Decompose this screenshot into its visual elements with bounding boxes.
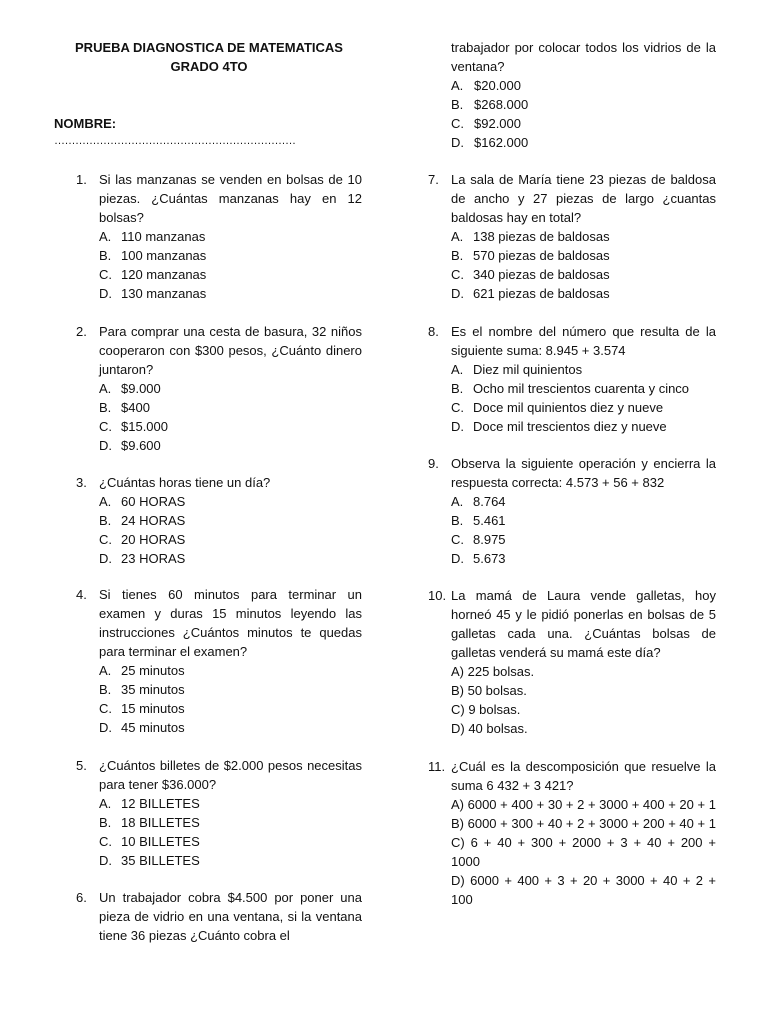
option-d[interactable]: 130 manzanas <box>121 286 207 301</box>
option-b[interactable]: 5.461 <box>473 513 506 528</box>
option-d[interactable]: 5.673 <box>473 551 506 566</box>
option-c[interactable]: $92.000 <box>474 116 521 131</box>
question-6 <box>54 888 362 945</box>
option-letter: C. <box>451 532 464 547</box>
option-letter: B. <box>99 400 112 415</box>
option-letter: D. <box>451 419 464 434</box>
option-letter: D. <box>99 720 112 735</box>
option-b[interactable]: B) 50 bolsas. <box>451 683 527 698</box>
option-d[interactable]: 45 minutos <box>121 720 185 735</box>
option-d[interactable]: 621 piezas de baldosas <box>473 286 610 301</box>
question-stem: Observa la siguiente operación y encierra la respuesta correcta: 4.573 + 56 + 832 <box>451 456 716 490</box>
option-letter: D. <box>451 135 464 150</box>
question-number: 6. <box>76 890 87 905</box>
exam-title: PRUEBA DIAGNOSTICA DE MATEMATICAS <box>75 40 343 55</box>
option-d[interactable]: D) 6000 + 400 + 3 + 20 + 3000 + 40 + 2 + 100 <box>451 873 716 907</box>
option-letter: A. <box>99 229 112 244</box>
option-b[interactable]: $268.000 <box>474 97 529 112</box>
option-letter: C. <box>451 400 464 415</box>
name-line: …………………………………………………………… <box>54 135 296 147</box>
option-letter: A. <box>99 381 112 396</box>
option-d[interactable]: $162.000 <box>474 135 529 150</box>
option-a[interactable]: 138 piezas de baldosas <box>473 229 610 244</box>
question-8 <box>406 322 716 436</box>
option-d[interactable]: $9.600 <box>121 438 161 453</box>
question-stem: La mamá de Laura vende galletas, hoy horneó 45 y le pidió ponerlas en bolsas de 5 galletas cada una. ¿Cuántas bolsas de galletas venderá su mamá este día? <box>451 588 716 660</box>
option-letter: A. <box>99 663 112 678</box>
question-1 <box>54 170 362 303</box>
option-letter: C. <box>99 701 112 716</box>
option-letter: A. <box>451 494 464 509</box>
name-label: NOMBRE: <box>54 116 117 131</box>
option-letter: D. <box>99 853 112 868</box>
option-a[interactable]: A) 6000 + 400 + 30 + 2 + 3000 + 400 + 20 + 1 <box>451 797 716 812</box>
option-letter: B. <box>451 513 464 528</box>
option-letter: A. <box>99 796 112 811</box>
question-stem: Si tienes 60 minutos para terminar un examen y duras 15 minutos leyendo las instrucciones ¿Cuántos minutos te quedas para terminar el examen? <box>99 587 362 659</box>
option-letter: C. <box>451 116 464 131</box>
option-letter: D. <box>99 438 112 453</box>
question-number: 2. <box>76 324 87 339</box>
option-c[interactable]: $15.000 <box>121 419 168 434</box>
option-c[interactable]: 15 minutos <box>121 701 185 716</box>
option-letter: A. <box>451 362 464 377</box>
question-number: 11. <box>428 759 446 774</box>
option-a[interactable]: 25 minutos <box>121 663 185 678</box>
option-letter: B. <box>451 248 464 263</box>
option-a[interactable]: $20.000 <box>474 78 521 93</box>
question-stem: trabajador por colocar todos los vidrios de la ventana? <box>451 40 716 74</box>
option-b[interactable]: Ocho mil trescientos cuarenta y cinco <box>473 381 690 396</box>
question-number: 10. <box>428 588 447 603</box>
exam-grade: GRADO 4TO <box>170 59 248 74</box>
option-b[interactable]: 18 BILLETES <box>121 815 200 830</box>
option-letter: B. <box>99 682 112 697</box>
question-stem: ¿Cuántas horas tiene un día? <box>99 475 271 490</box>
question-5 <box>54 756 362 870</box>
question-stem: ¿Cuántos billetes de $2.000 pesos necesitas para tener $36.000? <box>99 758 362 792</box>
option-letter: C. <box>99 834 112 849</box>
option-c[interactable]: C) 9 bolsas. <box>451 702 521 717</box>
option-letter: D. <box>451 286 464 301</box>
question-stem: Si las manzanas se venden en bolsas de 10 piezas. ¿Cuántas manzanas hay en 12 bolsas? <box>99 172 362 225</box>
question-number: 5. <box>76 758 87 773</box>
option-c[interactable]: C) 6 + 40 + 300 + 2000 + 3 + 40 + 200 + 1000 <box>451 835 716 869</box>
option-b[interactable]: 24 HORAS <box>121 513 186 528</box>
option-a[interactable]: 110 manzanas <box>121 229 206 244</box>
option-d[interactable]: Doce mil trescientos diez y nueve <box>473 419 667 434</box>
question-stem: Es el nombre del número que resulta de la siguiente suma: 8.945 + 3.574 <box>451 324 716 358</box>
question-stem: Para comprar una cesta de basura, 32 niños cooperaron con $300 pesos, ¿Cuánto dinero juntaron? <box>99 324 362 377</box>
option-b[interactable]: 570 piezas de baldosas <box>473 248 610 263</box>
option-a[interactable]: 12 BILLETES <box>121 796 200 811</box>
option-b[interactable]: B) 6000 + 300 + 40 + 2 + 3000 + 200 + 40 + 1 <box>451 816 716 831</box>
option-a[interactable]: 60 HORAS <box>121 494 186 509</box>
option-a[interactable]: Diez mil quinientos <box>473 362 583 377</box>
question-3 <box>54 473 362 568</box>
question-9 <box>406 454 716 568</box>
option-letter: C. <box>451 267 464 282</box>
option-letter: A. <box>451 78 464 93</box>
option-letter: D. <box>451 551 464 566</box>
option-c[interactable]: 340 piezas de baldosas <box>473 267 610 282</box>
option-letter: D. <box>99 286 112 301</box>
option-c[interactable]: 10 BILLETES <box>121 834 200 849</box>
option-a[interactable]: 8.764 <box>473 494 506 509</box>
question-stem: La sala de María tiene 23 piezas de baldosa de ancho y 27 piezas de largo ¿cuantas baldosas hay en total? <box>451 172 716 225</box>
option-letter: B. <box>451 97 464 112</box>
question-stem: Un trabajador cobra $4.500 por poner una pieza de vidrio en una ventana, si la ventana tiene 36 piezas ¿Cuánto cobra el <box>99 890 362 943</box>
question-11 <box>406 757 716 909</box>
question-number: 7. <box>428 172 439 187</box>
option-letter: B. <box>99 248 112 263</box>
option-letter: C. <box>99 419 112 434</box>
question-stem: ¿Cuál es la descomposición que resuelve la suma 6 432 + 3 421? <box>451 759 716 793</box>
option-b[interactable]: 35 minutos <box>121 682 185 697</box>
option-d[interactable]: 23 HORAS <box>121 551 186 566</box>
option-b[interactable]: 100 manzanas <box>121 248 207 263</box>
option-letter: B. <box>99 513 112 528</box>
question-6-continued <box>428 38 716 152</box>
option-c[interactable]: 120 manzanas <box>121 267 207 282</box>
question-7 <box>406 170 716 303</box>
option-letter: C. <box>99 267 112 282</box>
option-a[interactable]: $9.000 <box>121 381 161 396</box>
option-letter: A. <box>99 494 112 509</box>
option-a[interactable]: A) 225 bolsas. <box>451 664 535 679</box>
option-letter: B. <box>451 381 464 396</box>
option-d[interactable]: D) 40 bolsas. <box>451 721 528 736</box>
option-letter: D. <box>99 551 112 566</box>
option-d[interactable]: 35 BILLETES <box>121 853 200 868</box>
question-4 <box>54 585 362 737</box>
option-b[interactable]: $400 <box>121 400 150 415</box>
option-c[interactable]: 8.975 <box>473 532 506 547</box>
question-number: 4. <box>76 587 87 602</box>
question-number: 9. <box>428 456 439 471</box>
option-c[interactable]: Doce mil quinientos diez y nueve <box>473 400 664 415</box>
option-letter: B. <box>99 815 112 830</box>
option-letter: A. <box>451 229 464 244</box>
question-10 <box>406 586 716 738</box>
question-number: 1. <box>76 172 87 187</box>
option-c[interactable]: 20 HORAS <box>121 532 186 547</box>
question-number: 3. <box>76 475 87 490</box>
option-letter: C. <box>99 532 112 547</box>
question-number: 8. <box>428 324 439 339</box>
question-2 <box>54 322 362 455</box>
